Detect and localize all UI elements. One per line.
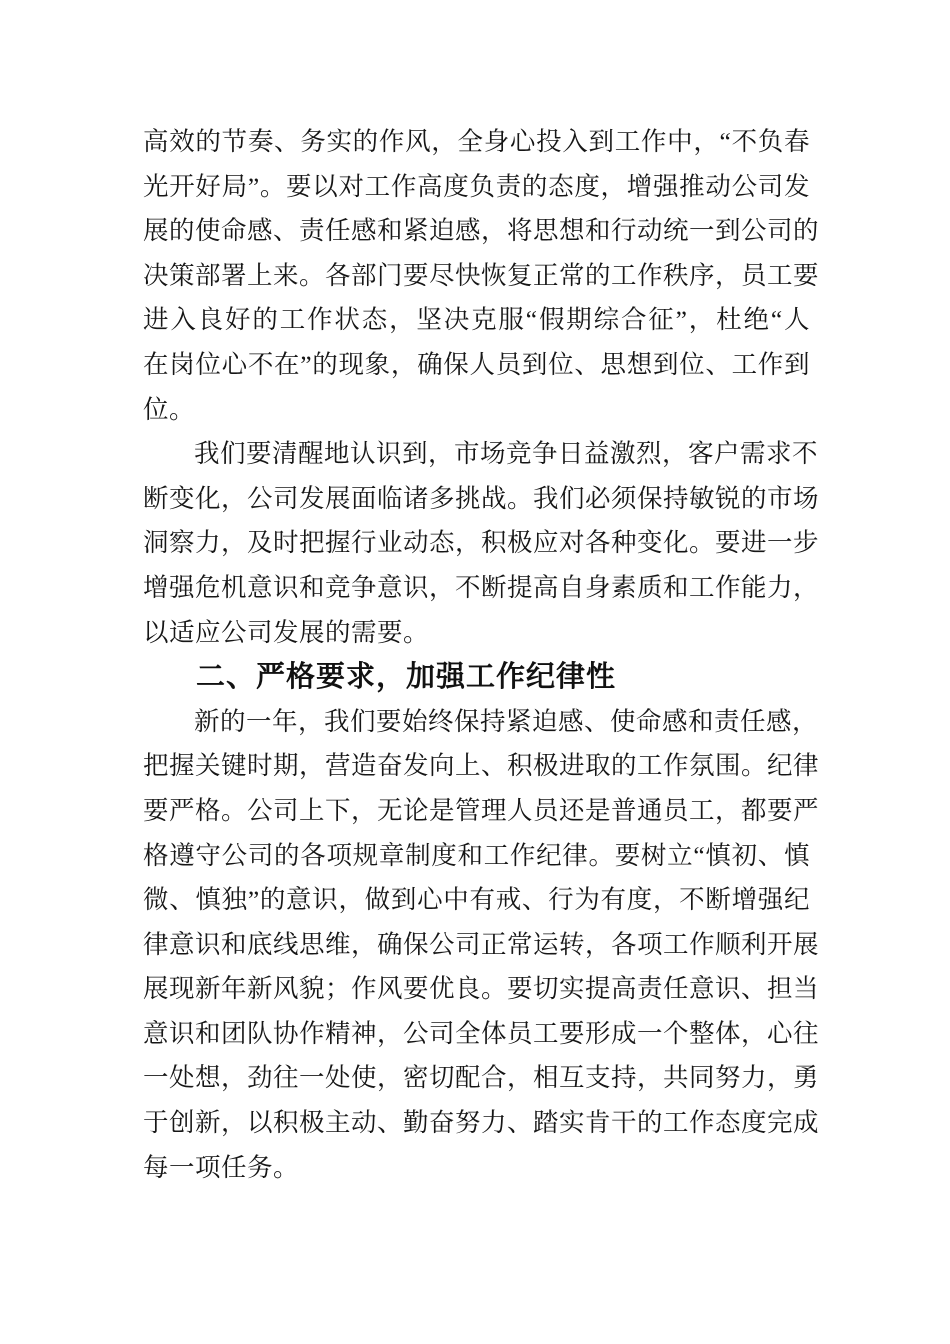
text-line: 进入良好的工作状态，坚决克服“假期综合征”，杜绝“人	[143, 305, 810, 335]
text-line: 增强危机意识和竞争意识，不断提高自身素质和工作能力，	[143, 572, 820, 602]
text-line: 光开好局”。要以对工作高度负责的态度，增强推动公司发	[143, 171, 810, 201]
text-line: 要严格。公司上下，无论是管理人员还是普通员工，都要严	[143, 795, 820, 825]
text-line: 断变化，公司发展面临诸多挑战。我们必须保持敏锐的市场	[143, 483, 820, 513]
paragraph-market-awareness	[143, 432, 820, 655]
paragraph-discipline	[143, 700, 820, 1191]
text-line: 高效的节奏、务实的作风，全身心投入到工作中，“不负春	[143, 127, 810, 156]
text-line: 决策部署上来。各部门要尽快恢复正常的工作秩序，员工要	[143, 260, 820, 290]
text-line: 一处想，劲往一处使，密切配合，相互支持，共同努力，勇	[143, 1063, 820, 1093]
text-line: 位。	[143, 394, 196, 424]
paragraph-continuation	[143, 120, 820, 432]
text-line: 以适应公司发展的需要。	[143, 617, 430, 647]
section-heading: 二、严格要求，加强工作纪律性	[196, 661, 617, 694]
text-line: 我们要清醒地认识到，市场竞争日益激烈，客户需求不	[194, 439, 819, 469]
text-line: 洞察力，及时把握行业动态，积极应对各种变化。要进一步	[143, 528, 820, 558]
text-line: 意识和团队协作精神，公司全体员工要形成一个整体，心往	[143, 1018, 820, 1048]
text-line: 每一项任务。	[143, 1152, 300, 1182]
text-line: 展的使命感、责任感和紧迫感，将思想和行动统一到公司的	[143, 216, 820, 246]
text-line: 在岗位心不在”的现象，确保人员到位、思想到位、工作到	[143, 349, 810, 379]
text-line: 于创新，以积极主动、勤奋努力、踏实肯干的工作态度完成	[143, 1108, 820, 1138]
text-line: 微、慎独”的意识，做到心中有戒、行为有度，不断增强纪	[143, 885, 810, 915]
text-line: 律意识和底线思维，确保公司正常运转，各项工作顺利开展	[143, 929, 820, 959]
text-line: 展现新年新风貌；作风要优良。要切实提高责任意识、担当	[143, 974, 820, 1004]
text-line: 格遵守公司的各项规章制度和工作纪律。要树立“慎初、慎	[143, 840, 810, 870]
text-line: 新的一年，我们要始终保持紧迫感、使命感和责任感，	[194, 706, 819, 736]
text-line: 把握关键时期，营造奋发向上、积极进取的工作氛围。纪律	[143, 751, 820, 781]
